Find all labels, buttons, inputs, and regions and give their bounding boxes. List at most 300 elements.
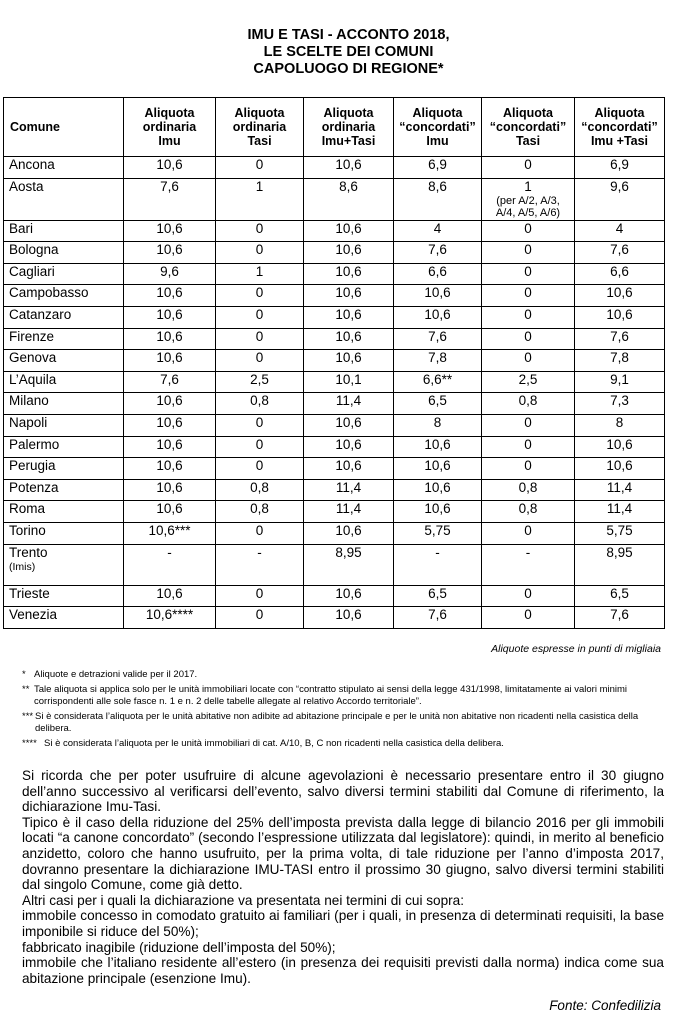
table-row [4,178,665,220]
cell-value: 7,6 [160,371,179,387]
header-col-4 [394,98,482,157]
footnote-marker: *** [22,710,34,722]
cell-imu-tasi [304,501,394,523]
cell-imu-tasi [304,371,394,393]
cell-value: 10,6 [424,479,451,495]
table-row [4,479,665,501]
cell-value: 10,6 [335,522,362,538]
cell-imu [124,157,216,179]
cell-value: 10,6 [606,436,633,452]
cell-value: 10,6 [606,285,633,301]
table-row [4,544,665,585]
cell-comune [4,371,124,393]
cell-value: 10,6*** [148,522,191,538]
cell-c-tasi [482,350,575,372]
cell-value: 0 [255,306,264,322]
footnotes [22,669,662,752]
cell-imu-tasi [304,458,394,480]
cell-comune [4,479,124,501]
cell-imu [124,285,216,307]
footnote-marker: ** [22,683,30,695]
cell-value: 8,6 [339,178,358,194]
cell-tasi [216,544,304,585]
cell-c-imu [394,436,482,458]
cell-tasi [216,393,304,415]
table-row [4,414,665,436]
cell-c-imu-tasi [575,285,665,307]
cell-value: 0 [255,328,264,344]
cell-c-tasi [482,501,575,523]
cell-imu-tasi [304,522,394,544]
cell-tasi [216,263,304,285]
header-line: Comune [10,120,60,134]
cell-value: 6,6 [610,263,629,279]
cell-value: - [435,544,440,560]
cell-c-imu-tasi [575,371,665,393]
cell-value: 9,1 [610,371,629,387]
footnote [22,669,662,682]
cell-imu-tasi [304,328,394,350]
cell-value: 11,4 [606,479,633,495]
cell-value: 1 [255,178,264,194]
cell-imu [124,371,216,393]
cell-imu-tasi [304,436,394,458]
cell-c-imu [394,585,482,607]
cell-value: 6,9 [610,157,629,172]
cell-value: 2,5 [250,371,269,387]
cell-comune [4,263,124,285]
cell-value: 0 [524,328,532,344]
cell-comune [4,220,124,242]
cell-imu-tasi [304,306,394,328]
cell-c-imu [394,157,482,179]
cell-comune [4,501,124,523]
cell-imu-tasi [304,350,394,372]
cell-comune [4,285,124,307]
body-paragraph: immobile concesso in comodato gratuito ai familiari (per i quali, in presenza di determinati requisiti, la base imponibile si riduce del 50%); [22,908,664,939]
header-line: “concordati” [581,120,658,134]
cell-imu [124,501,216,523]
header-comune [4,98,124,157]
cell-c-imu-tasi [575,607,665,629]
cell-c-imu-tasi [575,501,665,523]
header-line: ordinaria [232,120,287,134]
cell-value: - [525,544,531,560]
cell-value: 0 [524,585,532,601]
comune-name: Catanzaro [9,306,72,322]
cell-value: 8 [433,414,442,430]
cell-imu [124,414,216,436]
cell-c-imu-tasi [575,220,665,242]
table-row [4,393,665,415]
cell-c-tasi [482,371,575,393]
cell-value: 0 [524,306,532,322]
cell-tasi [216,479,304,501]
cell-comune [4,393,124,415]
cell-imu [124,220,216,242]
comune-name: Perugia [9,458,56,474]
cell-c-imu [394,607,482,629]
header-line: Aliquota [323,106,374,120]
header-line: Imu +Tasi [590,134,649,148]
cell-value: 10,6 [156,350,183,366]
cell-c-imu [394,263,482,285]
cell-value: 0 [524,242,532,258]
cell-tasi [216,328,304,350]
footnote-text: Si è considerata l’aliquota per le unità immobiliari di cat. A/10, B, C non ricadenti nella casistica della delibera. [44,737,504,749]
cell-c-imu [394,328,482,350]
cell-value: 0 [524,350,532,366]
cell-c-imu [394,285,482,307]
cell-value: 8,95 [335,544,362,560]
footnote-text: Si è considerata l’aliquota per le unità abitative non adibite ad abitazione principale e per le unità non abitative non ricadenti nella casistica della delibera. [35,710,639,734]
cell-value: 10,6**** [145,607,194,623]
cell-value: 7,6 [610,328,629,344]
cell-value: 6,5 [610,585,629,601]
cell-c-imu-tasi [575,414,665,436]
cell-value: 8,6 [428,178,447,194]
cell-value: 11,4 [335,479,362,495]
title-line-1: IMU E TASI - ACCONTO 2018, [247,27,450,43]
body-paragraph: Tipico è il caso della riduzione del 25% dell’imposta prevista dalla legge di bilancio 2016 per gli immobili locati “a canone concordato” (secondo l’espressione utilizzata dal legislatore): quindi, in merito al beneficio anzidetto, coloro che hanno usufruito, per la prima volta, di tale riduzione per l’anno d’imposta 2017, dovranno presentare la dichiarazione IMU-TASI entro il prossimo 30 giugno, salvo diversi termini stabiliti dal singolo Comune, come già detto. [22,814,664,893]
cell-tasi [216,350,304,372]
body-paragraph: Si ricorda che per poter usufruire di alcune agevolazioni è necessario presentare entro il 30 giugno dell’anno successivo al verificarsi dell’evento, salvo diversi termini stabiliti dal Comune di riferimento, la dichiarazione Imu-Tasi. [22,768,664,815]
cell-value: 10,6 [606,458,633,474]
cell-imu [124,393,216,415]
cell-tasi [216,371,304,393]
table-row [4,350,665,372]
cell-tasi [216,436,304,458]
comune-name: Roma [9,501,46,517]
comune-sub: (Imis) [9,560,36,573]
cell-value: 10,1 [335,371,362,387]
cell-comune [4,544,124,585]
table-row [4,263,665,285]
comune-name: Trieste [9,585,50,601]
cell-tasi [216,501,304,523]
cell-c-imu [394,350,482,372]
header-line: Tasi [247,134,272,148]
cell-value: 5,75 [606,522,633,538]
cell-c-tasi [482,157,575,179]
cell-value: 10,6 [424,436,451,452]
cell-value: 10,6 [156,393,183,409]
footnote-text: Aliquote e detrazioni valide per il 2017. [34,669,198,680]
cell-value: 0 [255,242,264,258]
cell-value: 0 [524,220,532,236]
cell-c-imu-tasi [575,263,665,285]
cell-value: 0 [255,350,264,366]
cell-value: 10,6 [156,242,183,258]
cell-value: 0,8 [250,501,269,517]
cell-imu-tasi [304,285,394,307]
title-line-3: CAPOLUOGO DI REGIONE* [253,61,444,77]
cell-c-imu-tasi [575,350,665,372]
body-paragraph: immobile che l’italiano residente all’estero (in presenza dei requisiti previsti dalla norma) indica come sua abitazione principale (esenzione Imu). [22,955,664,986]
cell-imu [124,328,216,350]
cell-value: 0 [255,585,264,601]
table-row [4,522,665,544]
table-body [4,157,665,629]
cell-c-imu [394,479,482,501]
cell-imu-tasi [304,585,394,607]
cell-c-imu [394,178,482,220]
cell-value: 7,6 [428,242,447,258]
body-text [22,768,664,986]
cell-c-imu-tasi [575,585,665,607]
cell-value: 10,6 [335,306,362,322]
body-paragraph: Altri casi per i quali la dichiarazione va presentata nei termini di cui sopra: [22,892,465,908]
cell-value: 4 [615,220,624,236]
cell-c-tasi [482,585,575,607]
cell-comune [4,178,124,220]
cell-tasi [216,585,304,607]
cell-c-imu-tasi [575,544,665,585]
cell-imu-tasi [304,479,394,501]
header-line: Aliquota [234,106,285,120]
cell-value: 4 [433,220,442,236]
header-col-5 [482,98,575,157]
cell-imu-tasi [304,220,394,242]
header-line: Imu [426,134,449,148]
cell-value: 0 [524,607,532,623]
cell-imu [124,263,216,285]
cell-subnote: A/4, A/5, A/6) [495,207,561,220]
cell-c-tasi [482,242,575,264]
footnote [22,684,662,709]
cell-value: 0 [255,414,264,430]
cell-value: 0 [524,263,532,279]
cell-value: 0,8 [250,479,269,495]
header-line: Aliquota [594,106,645,120]
cell-imu [124,350,216,372]
cell-value: 10,6 [335,328,362,344]
cell-imu-tasi [304,263,394,285]
cell-imu [124,306,216,328]
header-line: “concordati” [489,120,567,134]
page-title [0,27,697,78]
header-col-2 [216,98,304,157]
cell-value: 0,8 [518,501,538,517]
comune-name: L’Aquila [9,371,57,387]
cell-tasi [216,220,304,242]
cell-imu [124,479,216,501]
cell-c-tasi [482,306,575,328]
cell-value: 0 [255,522,264,538]
cell-value: - [167,544,172,560]
cell-value: 11,4 [335,393,362,409]
header-line: ordinaria [321,120,376,134]
cell-value: 6,6 [428,263,447,279]
cell-comune [4,458,124,480]
body-paragraph: fabbricato inagibile (riduzione dell’imposta del 50%); [22,939,336,955]
units-note: Aliquote espresse in punti di migliaia [491,643,661,655]
cell-tasi [216,414,304,436]
cell-tasi [216,157,304,179]
comune-name: Palermo [9,436,60,452]
header-line: Aliquota [412,106,463,120]
header-line: Imu+Tasi [321,134,376,148]
cell-comune [4,607,124,629]
cell-value: 1 [524,178,532,194]
cell-value: 0,8 [518,393,538,409]
comune-name: Potenza [9,479,59,495]
cell-value: 0 [524,522,532,538]
cell-c-tasi [482,178,575,220]
cell-value: 0 [255,285,264,301]
cell-c-imu-tasi [575,157,665,179]
table-row [4,306,665,328]
cell-c-tasi [482,285,575,307]
cell-imu [124,242,216,264]
cell-c-tasi [482,458,575,480]
cell-imu [124,458,216,480]
table-row [4,607,665,629]
cell-value: 0 [255,220,264,236]
cell-value: 10,6 [606,306,633,322]
cell-tasi [216,242,304,264]
cell-value: 10,6 [335,350,362,366]
cell-c-tasi [482,220,575,242]
title-line-2: LE SCELTE DEI COMUNI [263,44,434,60]
cell-c-imu-tasi [575,393,665,415]
comune-name: Campobasso [9,285,89,301]
cell-value: 10,6 [156,414,183,430]
header-col-1 [124,98,216,157]
header-line: ordinaria [142,120,197,134]
comune-name: Genova [9,350,57,366]
cell-value: 9,6 [610,178,629,194]
header-col-6 [575,98,665,157]
table-row [4,458,665,480]
cell-c-imu [394,501,482,523]
cell-value: 10,6 [335,285,362,301]
comune-name: Cagliari [9,263,55,279]
cell-value: 10,6 [156,328,183,344]
cell-value: - [257,544,262,560]
table-row [4,436,665,458]
cell-value: 7,6 [428,328,447,344]
cell-value: 7,6 [610,242,629,258]
source-note: Fonte: Confedilizia [549,998,661,1013]
cell-value: 10,6 [335,242,362,258]
cell-c-imu-tasi [575,328,665,350]
table-header-row [4,98,665,157]
cell-tasi [216,522,304,544]
cell-c-tasi [482,522,575,544]
cell-c-imu-tasi [575,522,665,544]
cell-value: 10,6 [424,285,451,301]
header-line: Aliquota [503,106,553,120]
table-row [4,371,665,393]
cell-value: 8,95 [606,544,633,560]
comune-name: Trento [9,544,48,560]
cell-comune [4,585,124,607]
cell-value: 10,6 [156,220,183,236]
cell-value: 8 [615,414,624,430]
cell-c-imu-tasi [575,242,665,264]
cell-tasi [216,178,304,220]
cell-imu-tasi [304,157,394,179]
cell-value: 0 [524,436,532,452]
cell-value: 0 [255,157,264,172]
cell-value: 10,6 [335,157,362,172]
table-row [4,328,665,350]
footnote-marker: **** [22,737,37,749]
cell-imu-tasi [304,607,394,629]
cell-value: 0 [255,607,264,623]
cell-value: 0 [524,458,532,474]
cell-value: 7,8 [428,350,447,366]
cell-imu [124,178,216,220]
cell-value: 10,6 [156,306,183,322]
comune-name: Milano [9,393,49,409]
cell-value: 7,6 [428,607,447,623]
cell-comune [4,350,124,372]
table-row [4,157,665,179]
cell-c-imu-tasi [575,306,665,328]
cell-value: 0 [255,458,264,474]
cell-c-tasi [482,544,575,585]
cell-c-imu [394,393,482,415]
cell-tasi [216,306,304,328]
comune-name: Firenze [9,328,55,344]
cell-value: 10,6 [156,436,183,452]
cell-value: 1 [255,263,264,279]
comune-name: Bari [9,220,34,236]
cell-subnote: (per A/2, A/3, [496,194,560,207]
cell-c-imu-tasi [575,436,665,458]
footnote [22,738,662,751]
footnote [22,711,662,736]
cell-value: 10,6 [424,458,451,474]
cell-value: 10,6 [156,585,183,601]
cell-value: 10,6 [335,220,362,236]
cell-value: 10,6 [156,458,183,474]
cell-comune [4,306,124,328]
cell-c-tasi [482,328,575,350]
cell-c-imu-tasi [575,479,665,501]
cell-comune [4,522,124,544]
header-line: Imu [158,134,181,148]
cell-c-imu [394,371,482,393]
cell-value: 7,3 [610,393,629,409]
cell-tasi [216,285,304,307]
cell-comune [4,414,124,436]
cell-comune [4,436,124,458]
cell-c-tasi [482,393,575,415]
cell-value: 0,8 [518,479,538,495]
cell-c-imu [394,458,482,480]
cell-c-tasi [482,436,575,458]
cell-value: 0,8 [250,393,269,409]
cell-tasi [216,458,304,480]
cell-value: 10,6 [156,501,183,517]
cell-imu-tasi [304,178,394,220]
header-line: Aliquota [144,106,195,120]
cell-imu-tasi [304,544,394,585]
cell-value: 6,5 [428,393,447,409]
footnote-text: Tale aliquota si applica solo per le unità immobiliari locate con “contratto stipulato ai sensi della legge 431/1998, limitatamente ai valori minimi corrispondenti alle sole fasce n. 1 e n. 2 delle tabelle allegate al relativo Accordo territoriale”. [34,683,628,707]
cell-value: 10,6 [156,479,183,495]
cell-imu [124,607,216,629]
cell-value: 7,6 [610,607,629,623]
cell-value: 10,6 [335,414,362,430]
cell-value: 11,4 [606,501,633,517]
cell-comune [4,242,124,264]
cell-value: 6,5 [428,585,447,601]
cell-c-imu-tasi [575,458,665,480]
